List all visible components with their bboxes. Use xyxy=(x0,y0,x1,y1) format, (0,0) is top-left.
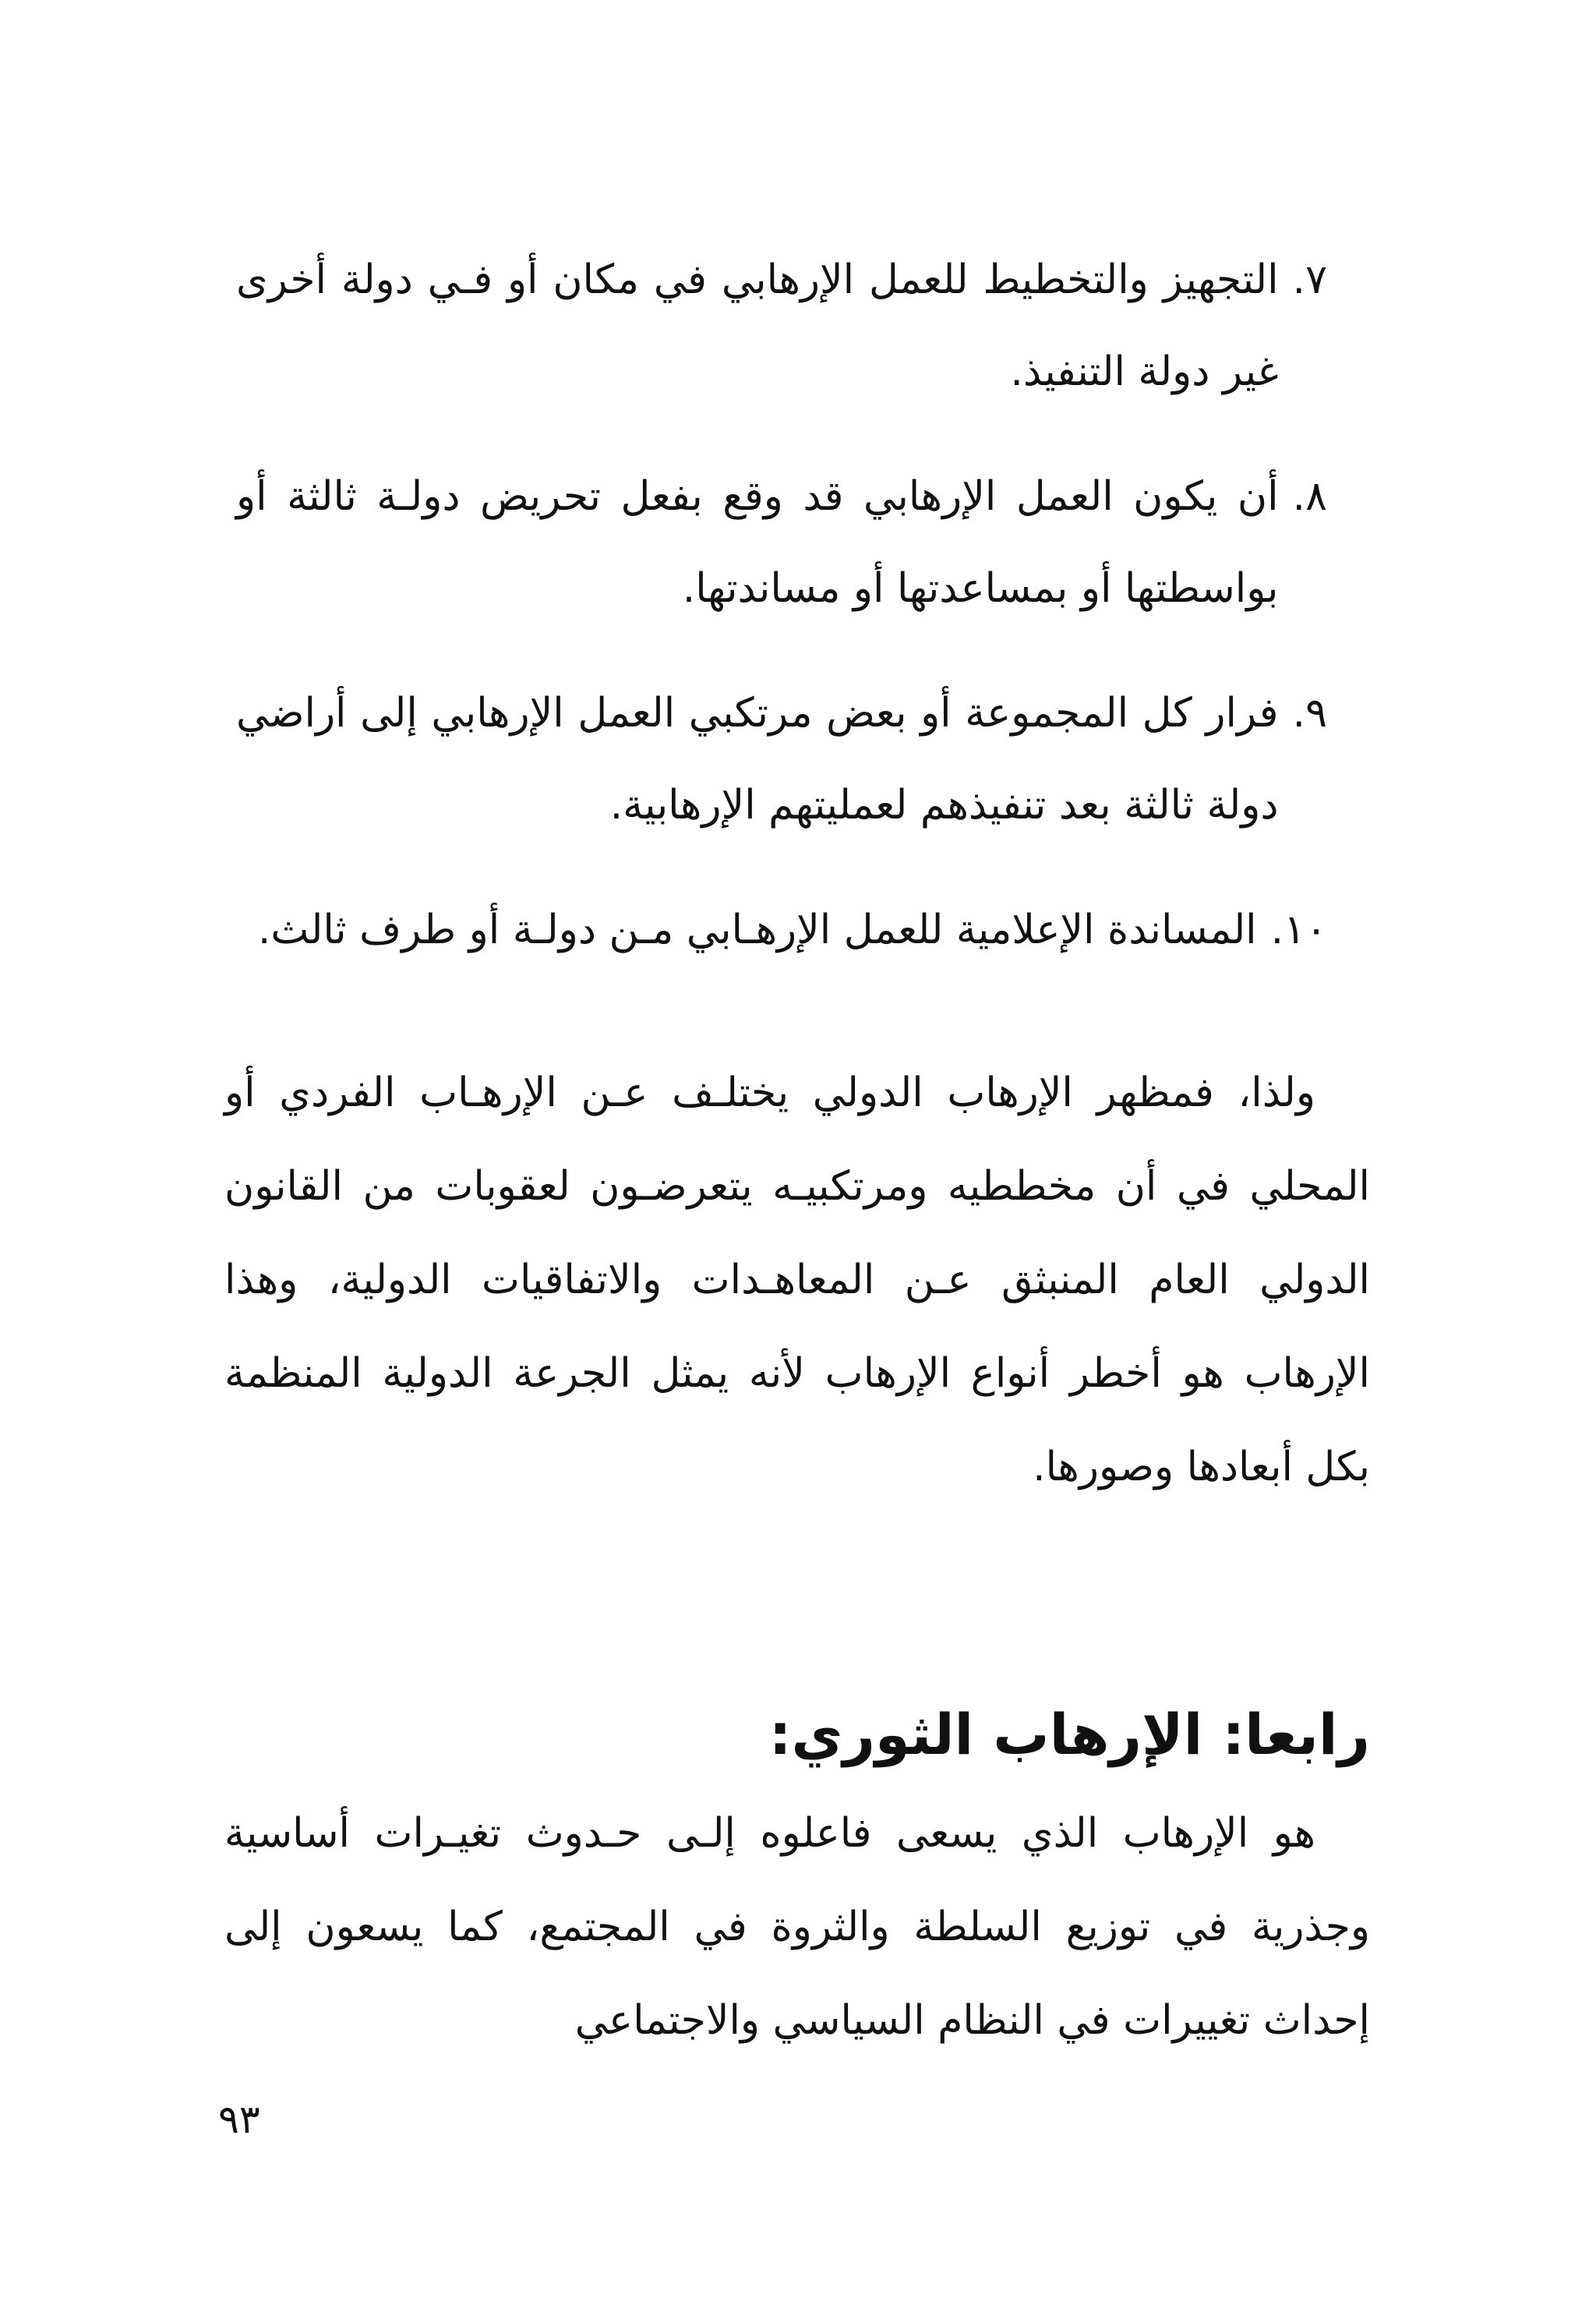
body-paragraph: هو الإرهاب الذي يسعى فاعلوه إلـى حـدوث تغيـرات أساسية وجذرية في توزيع السلطة والثروة في المجتمع، كما يسعون إلى إحداث تغييرات في النظام السياسي والاجتماعي xyxy=(224,1810,1370,2044)
section-heading: رابعا: الإرهاب الثوري: xyxy=(768,1701,1370,1767)
list-item-number: ١٠. xyxy=(1270,907,1327,953)
list-item-number: ٧. xyxy=(1292,256,1327,303)
list-item-number: ٨. xyxy=(1292,473,1327,520)
list-item-text: التجهيز والتخطيط للعمل الإرهابي في مكان أو فـي دولة أخرى غير دولة التنفيذ. xyxy=(236,256,1279,395)
list-item xyxy=(236,451,1327,635)
list-item-number: ٩. xyxy=(1292,690,1327,737)
list-item xyxy=(236,234,1327,418)
list-item xyxy=(236,884,1327,976)
list-item-text: فرار كل المجموعة أو بعض مرتكبي العمل الإرهابي إلى أراضي دولة ثالثة بعد تنفيذهم لعمليتهم الإرهابية. xyxy=(236,690,1279,829)
list-item xyxy=(236,667,1327,851)
numbered-list xyxy=(236,234,1327,1009)
page-number: ٩٣ xyxy=(218,2097,260,2142)
body-paragraph: ولذا، فمظهر الإرهاب الدولي يختلـف عـن الإرهـاب الفردي أو المحلي في أن مخططيه ومرتكبيـه يتعرضـون لعقوبات من القانون الدولي العام المنبثق عـن المعاهـدات والاتفاقيات الدولية، وهذا الإرهاب هو أخطر أنواع الإرهاب لأنه يمثل الجرعة الدولية المنظمة بكل أبعادها وصورها. xyxy=(224,1069,1370,1490)
list-item-text: المساندة الإعلامية للعمل الإرهـابي مـن دولـة أو طرف ثالث. xyxy=(257,907,1257,953)
list-item-text: أن يكون العمل الإرهابي قد وقع بفعل تحريض دولـة ثالثة أو بواسطتها أو بمساعدتها أو مساندتها. xyxy=(236,473,1279,612)
